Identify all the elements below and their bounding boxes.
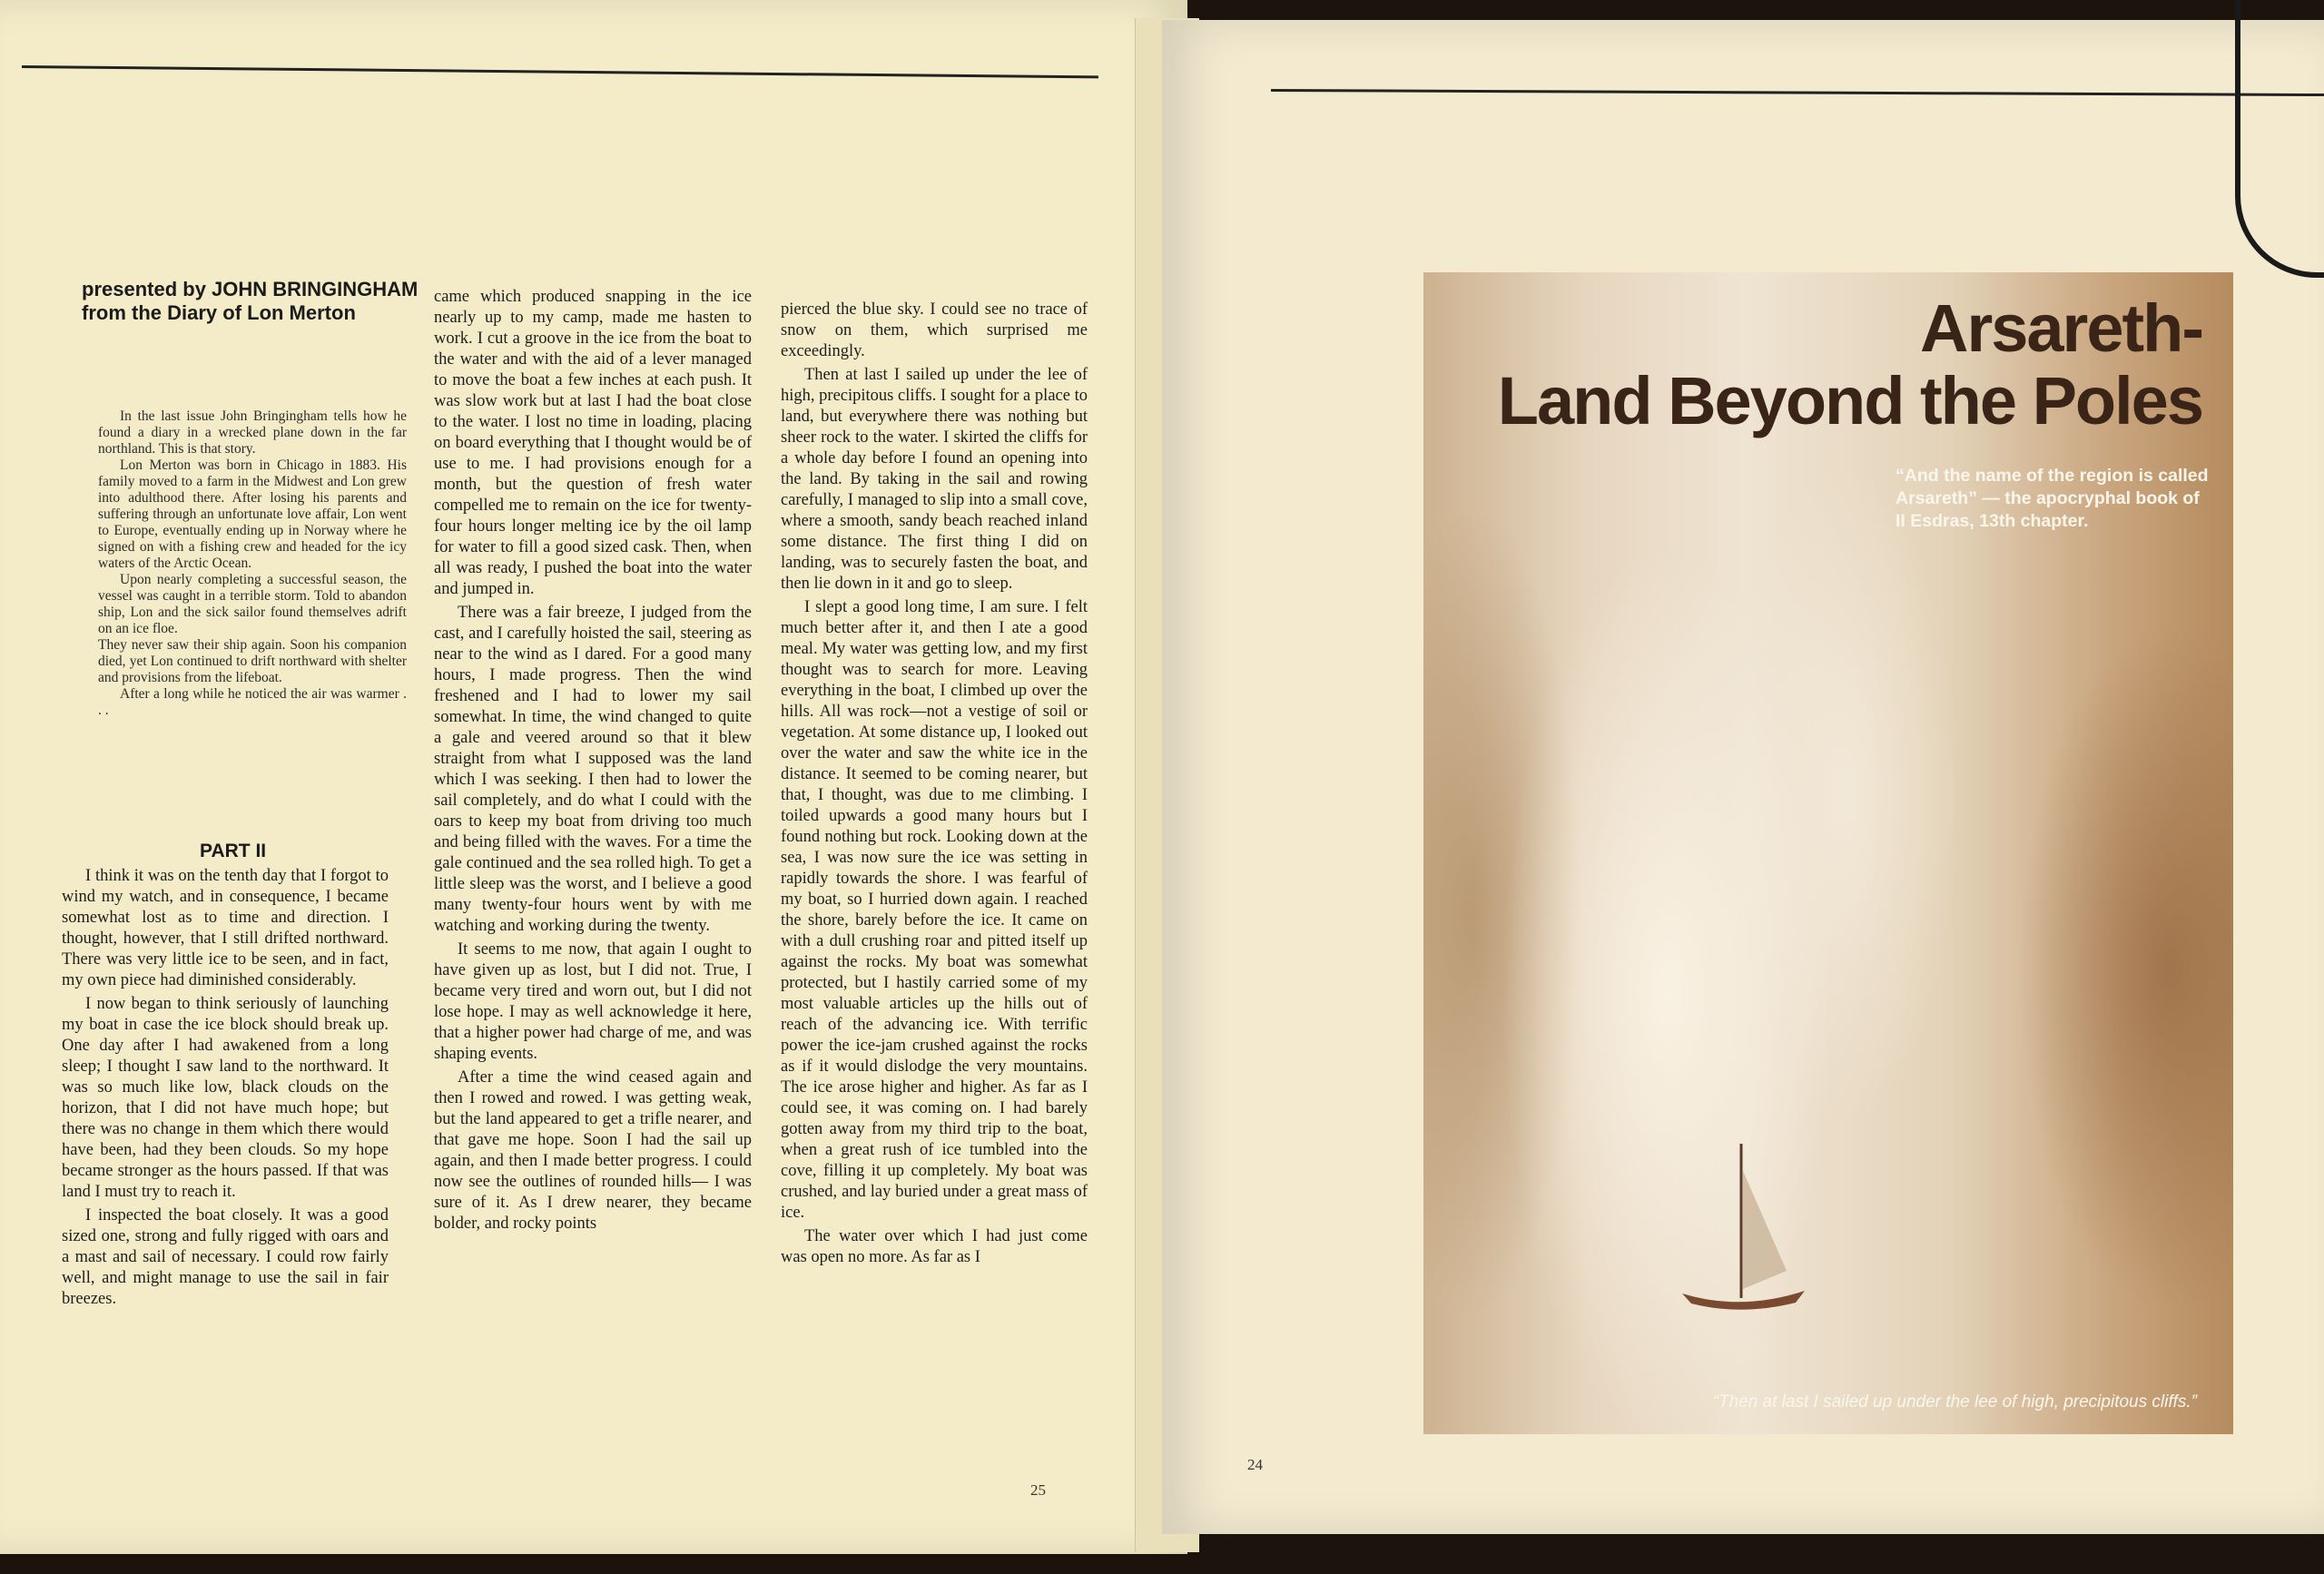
page-number-right: 24	[1247, 1456, 1263, 1473]
illustration-caption: “Then at last I sailed up under the lee of high, precipitous cliffs.”	[1712, 1392, 2197, 1412]
page-number-left: 25	[1030, 1481, 1046, 1499]
byline-source: from the Diary of Lon Merton	[82, 301, 356, 324]
part-heading: PART II	[200, 841, 267, 861]
text-column-3	[781, 300, 1088, 1271]
article-title	[1498, 292, 2202, 438]
epigraph-quote: “And the name of the region is called Arsareth” — the apocryphal book of II Esdras, 13th chapter.	[1896, 466, 2209, 531]
paragraph: I think it was on the tenth day that I forgot to wind my watch, and in consequence, I became somewhat lost as to time and direction. I thought, however, that I still drifted northward. There was very little ice to be seen, and in fact, my own piece had diminished considerably.	[62, 867, 389, 989]
paragraph: pierced the blue sky. I could see no trace of snow on them, which surprised me exceedingly.	[781, 300, 1088, 360]
paragraph: It seems to me now, that again I ought to have given up as lost, but I did not. True, I became very tired and worn out, but I did not lose hope. I may as well acknowledge it here, that a higher power had charge of me, and was shaping events.	[434, 940, 752, 1063]
title-line-1: Arsareth-	[1920, 290, 2202, 366]
paragraph: The water over which I had just come was open no more. As far as I	[781, 1227, 1088, 1266]
paragraph: I now began to think seriously of launching my boat in case the ice block should break up. One day after I had awakened from a long sleep; I thought I saw land to the northward. It was so much like low, black clouds on the horizon, that I did not have much hope; but there was no change in them which there would have been, had they been clouds. So my hope became stronger as the hours passed. If that was land I must try to reach it.	[62, 995, 389, 1201]
byline-presenter: presented by JOHN BRINGINGHAM	[82, 278, 419, 300]
sailboat-icon	[1678, 1135, 1823, 1316]
text-column-2	[434, 287, 752, 1237]
illustration	[1423, 272, 2233, 1434]
cable	[2235, 0, 2324, 278]
intro-paragraph: In the last issue John Bringingham tells how he found a diary in a wrecked plane down in the far northland. This is that story.	[98, 408, 407, 457]
intro-paragraph: They never saw their ship again. Soon his companion died, yet Lon continued to drift northward with shelter and provisions from the lifeboat.	[98, 637, 407, 685]
intro-paragraph: Lon Merton was born in Chicago in 1883. His family moved to a farm in the Midwest and Lon grew into adulthood there. After losing his parents and suffering through an unfortunate love affair, Lon went to Europe, eventually ending up in Norway where he signed on with a fishing crew and headed for the icy waters of the Arctic Ocean.	[98, 457, 407, 571]
intro-paragraph: After a long while he noticed the air was warmer . . .	[98, 686, 407, 718]
intro-summary	[98, 408, 407, 719]
paragraph: Then at last I sailed up under the lee of high, precipitous cliffs. I sought for a place to land, but everywhere there was nothing but sheer rock to the water. I skirted the cliffs for a whole day before I found an opening into the land. By taking in the sail and rowing carefully, I managed to slip into a small cove, where a smooth, sandy beach reached inland some distance. The first thing I did on landing, was to securely fasten the boat, and then lie down in it and go to sleep.	[781, 366, 1088, 593]
byline	[82, 278, 427, 325]
paragraph: I slept a good long time, I am sure. I felt much better after it, and then I ate a good meal. My water was getting low, and my first thought was to search for more. Leaving everything in the boat, I climbed up over the hills. All was rock—not a vestige of soil or vegetation. At some distance up, I looked out over the water and saw the white ice in the distance. It seemed to be coming nearer, but that, I thought, was due to me climbing. I toiled upwards a good many hours but I found nothing but rock. Looking down at the sea, I was now sure the ice was setting in rapidly towards the shore. I was fearful of my boat, so I hurried down again. I reached the shore, barely before the ice. It came on with a dull crushing roar and pitted itself up against the rocks. My boat was somewhat protected, but I hastily carried some of my most valuable articles up the hills out of reach of the advancing ice. With terrific power the ice-jam crushed against the rocks as if it would dislodge the very mountains. The ice arose higher and higher. As far as I could see, it was coming on. I had barely gotten away from my third trip to the boat, when a great rush of ice tumbled into the cove, filling it up completely. My boat was crushed, and lay buried under a great mass of ice.	[781, 598, 1088, 1222]
paragraph: After a time the wind ceased again and then I rowed and rowed. I was getting weak, but the land appeared to get a trifle nearer, and that gave me hope. Soon I had the sail up again, and then I made better progress. I could now see the outlines of rounded hills— I was sure of it. As I drew nearer, they became bolder, and rocky points	[434, 1068, 752, 1233]
intro-paragraph: Upon nearly completing a successful season, the vessel was caught in a terrible storm. Told to abandon ship, Lon and the sick sailor found themselves adrift on an ice floe.	[98, 572, 407, 636]
title-line-2: Land Beyond the Poles	[1497, 363, 2202, 438]
paragraph: I inspected the boat closely. It was a good sized one, strong and fully rigged with oars and a mast and sail of necessary. I could row fairly well, and might manage to use the sail in fair breezes.	[62, 1206, 389, 1308]
paragraph: came which produced snapping in the ice nearly up to my camp, made me hasten to work. I cut a groove in the ice from the boat to the water and with the aid of a lever managed to move the boat a few inches at each push. It was slow work but at last I had the boat close to the water. I lost no time in loading, placing on board everything that I thought would be of use to me. I had provisions enough for a month, but the question of fresh water compelled me to remain on the ice for twenty-four hours longer melting ice by the oil lamp for water to fill a good sized cask. Then, when all was ready, I pushed the boat into the water and jumped in.	[434, 288, 752, 598]
text-column-1	[62, 866, 389, 1313]
paragraph: There was a fair breeze, I judged from the cast, and I carefully hoisted the sail, steering as near to the wind as I dared. For a good many hours, I made progress. Then the wind freshened and I had to lower my sail somewhat. In time, the wind changed to quite a gale and veered around so that it blew straight from what I supposed was the land which I was seeking. I then had to lower the sail completely, and do what I could with the oars to keep my boat from driving too much and being filled with the waves. For a time the gale continued and the sea rolled high. To get a little sleep was the worst, and I believe a good many twenty-four hours went by with me watching and working during the twenty.	[434, 604, 752, 935]
